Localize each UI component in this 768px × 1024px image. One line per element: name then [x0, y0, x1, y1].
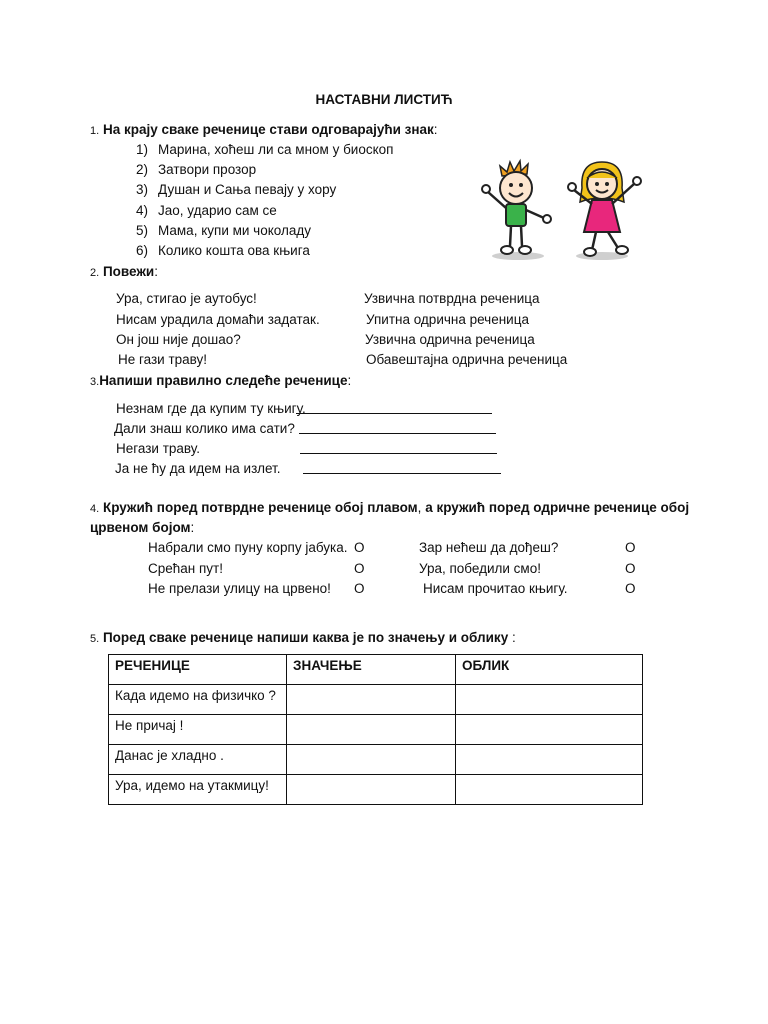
color-circle[interactable]: O — [625, 561, 636, 576]
item-number: 2) — [136, 162, 149, 177]
color-circle[interactable]: O — [354, 581, 365, 596]
sentence-table — [108, 654, 643, 805]
colon: : — [190, 520, 195, 535]
question-text: Поред сваке реченице напиши каква је по значењу и облику — [102, 630, 509, 645]
question-1-heading — [90, 122, 438, 137]
meaning-cell[interactable] — [287, 775, 456, 805]
answer-line[interactable] — [299, 423, 496, 434]
table-row — [109, 715, 643, 745]
meaning-cell[interactable] — [287, 685, 456, 715]
question-number: 4. — [90, 503, 100, 515]
table-row — [109, 775, 643, 805]
table-row — [109, 685, 643, 715]
question-2-heading — [90, 264, 158, 279]
question-4-heading-cont — [90, 520, 194, 535]
question-number: 3. — [90, 376, 100, 388]
match-right-item: Узвична одрична реченица — [365, 332, 535, 347]
correction-sentence: Негази траву. — [116, 441, 200, 456]
question-number: 5. — [90, 633, 100, 645]
table-header: РЕЧЕНИЦЕ — [109, 655, 287, 685]
question-text: На крају сваке реченице стави одговарајући знак — [102, 122, 434, 137]
colon: : — [433, 122, 438, 137]
meaning-cell[interactable] — [287, 715, 456, 745]
answer-line[interactable] — [296, 403, 492, 414]
color-circle[interactable]: O — [625, 540, 636, 555]
item-text: Јао, ударио сам се — [158, 203, 277, 218]
question-text: Повежи — [102, 264, 155, 279]
sentence-left: Набрали смо пуну корпу јабука. — [148, 540, 348, 555]
list-item — [136, 223, 312, 238]
match-left-item: Ура, стигао је аутобус! — [116, 291, 257, 306]
sentence-right: Зар нећеш да дођеш? — [419, 540, 559, 555]
question-text: Напиши правилно следеће реченице — [99, 373, 348, 388]
form-cell[interactable] — [456, 775, 643, 805]
item-text: Душан и Сања певају у хору — [158, 182, 337, 197]
list-item — [136, 203, 277, 218]
list-item — [136, 182, 337, 197]
item-number: 4) — [136, 203, 149, 218]
item-number: 6) — [136, 243, 149, 258]
item-text: Затвори прозор — [158, 162, 257, 177]
match-left-item: Не гази траву! — [118, 352, 208, 367]
meaning-cell[interactable] — [287, 745, 456, 775]
list-item — [136, 142, 394, 157]
table-header-row — [109, 655, 643, 685]
table-header: ЗНАЧЕЊЕ — [287, 655, 456, 685]
sentence-cell: Ура, идемо на утакмицу! — [109, 775, 287, 805]
item-number: 3) — [136, 182, 149, 197]
item-number: 5) — [136, 223, 149, 238]
question-number: 2. — [90, 267, 100, 279]
question-text: а кружић поред одричне реченице обој — [425, 500, 690, 515]
match-right-item: Узвична потврдна реченица — [364, 291, 540, 306]
question-text: црвеном бојом — [90, 520, 191, 535]
comma: , — [417, 500, 422, 515]
sentence-cell: Не причај ! — [109, 715, 287, 745]
form-cell[interactable] — [456, 715, 643, 745]
question-number: 1. — [90, 125, 100, 137]
answer-line[interactable] — [303, 463, 501, 474]
colon: : — [347, 373, 352, 388]
two-cartoon-children-icon — [474, 158, 648, 262]
color-circle[interactable]: O — [354, 540, 365, 555]
table-row — [109, 745, 643, 775]
sentence-right: Ура, победили смо! — [419, 561, 541, 576]
item-text: Колико кошта ова књига — [158, 243, 310, 258]
color-circle[interactable]: O — [354, 561, 365, 576]
match-left-item: Нисам урадила домаћи задатак. — [116, 312, 320, 327]
question-5-heading — [90, 630, 516, 645]
sentence-cell: Данас је хладно . — [109, 745, 287, 775]
sentence-left: Срећан пут! — [148, 561, 223, 576]
sentence-right: Нисам прочитао књигу. — [423, 581, 568, 596]
item-number: 1) — [136, 142, 149, 157]
item-text: Мама, купи ми чоколаду — [158, 223, 312, 238]
question-3-heading — [90, 373, 351, 388]
correction-sentence: Дали знаш колико има сати? — [114, 421, 295, 436]
match-right-item: Упитна одрична реченица — [366, 312, 529, 327]
match-right-item: Обавештајна одрична реченица — [366, 352, 568, 367]
form-cell[interactable] — [456, 685, 643, 715]
correction-sentence: Ја не ћу да идем на излет. — [115, 461, 281, 476]
page-title: НАСТАВНИ ЛИСТИЋ — [315, 92, 453, 107]
item-text: Марина, хоћеш ли са мном у биоскоп — [158, 142, 394, 157]
form-cell[interactable] — [456, 745, 643, 775]
match-left-item: Он још није дошао? — [116, 332, 241, 347]
correction-sentence: Незнам где да купим ту књигу. — [116, 401, 306, 416]
question-text: Кружић поред потврдне реченице обој плавом — [102, 500, 418, 515]
sentence-left: Не прелази улицу на црвено! — [148, 581, 331, 596]
colon: : — [511, 630, 516, 645]
table-header: ОБЛИК — [456, 655, 643, 685]
color-circle[interactable]: O — [625, 581, 636, 596]
question-4-heading — [90, 500, 689, 515]
colon: : — [154, 264, 158, 279]
answer-line[interactable] — [300, 443, 497, 454]
list-item — [136, 243, 310, 258]
list-item — [136, 162, 257, 177]
sentence-cell: Када идемо на физичко ? — [109, 685, 287, 715]
